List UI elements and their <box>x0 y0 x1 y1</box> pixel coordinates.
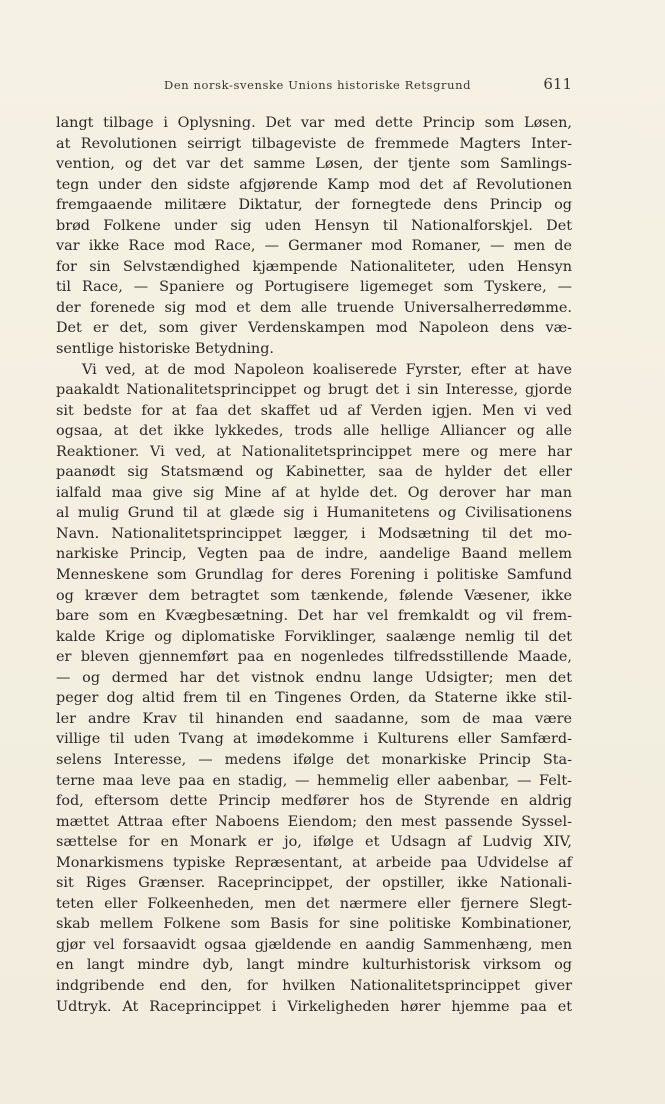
body-text <box>56 113 572 1017</box>
text-line: Menneskene som Grundlag for deres Forening i politiske Samfund <box>56 567 572 584</box>
text-line: — og dermed har det vistnok endnu lange Udsigter; men det <box>56 669 572 686</box>
running-title: Den norsk-svenske Unions historiske Retsgrund <box>164 78 472 92</box>
text-line: Det er det, som giver Verdenskampen mod Napoleon dens væ- <box>56 320 572 337</box>
text-line: langt tilbage i Oplysning. Det var med dette Princip som Løsen, <box>56 115 572 131</box>
text-line: bare som en Kvægbesætning. Det har vel fremkaldt og vil frem- <box>56 608 572 625</box>
text-line: var ikke Race mod Race, — Germaner mod Romaner, — men de <box>56 238 572 255</box>
text-line: ogsaa, at det ikke lykkedes, trods alle hellige Alliancer og alle <box>56 423 572 440</box>
text-line: og kræver dem betragtet som tænkende, følende Væsener, ikke <box>56 587 572 604</box>
text-line: teten eller Folkeenheden, men det nærmere eller fjernere Slegt- <box>56 895 572 912</box>
text-line: tegn under den sidste afgjørende Kamp mod det af Revolutionen <box>56 176 572 193</box>
text-line: til Race, — Spaniere og Portugisere ligemeget som Tyskere, — <box>56 279 572 296</box>
text-line: er bleven gjennemført paa en nogenledes tilfredsstillende Maade, <box>56 649 572 666</box>
text-line: kalde Krige og diplomatiske Forviklinger, saalænge nemlig til det <box>56 628 572 645</box>
text-line: mættet Attraa efter Naboens Eiendom; den mest passende Syssel- <box>56 813 572 830</box>
text-line: Vi ved, at de mod Napoleon koaliserede Fyrster, efter at have <box>82 361 572 378</box>
text-line: Monarkismens typiske Repræsentant, at arbeide paa Udvidelse af <box>56 854 572 871</box>
text-line: brød Folkene under sig uden Hensyn til Nationalforskjel. Det <box>56 217 572 234</box>
text-line: Udtryk. At Raceprincippet i Virkeligheden hører hjemme paa et <box>56 998 572 1015</box>
text-line: ialfald maa give sig Mine af at hylde det. Og derover har man <box>56 484 572 501</box>
text-line: paakaldt Nationalitetsprincippet og brugt det i sin Interesse, gjorde <box>56 382 572 399</box>
text-line: vention, og det var det samme Løsen, der tjente som Samlings- <box>56 156 572 173</box>
text-line: ler andre Krav til hinanden end saadanne, som de maa være <box>56 710 572 727</box>
text-line: fod, eftersom dette Princip medfører hos de Styrende en aldrig <box>56 793 572 810</box>
text-line: villige til uden Tvang at imødekomme i Kulturens eller Samfærd- <box>56 731 572 748</box>
text-line: en langt mindre dyb, langt mindre kulturhistorisk virksom og <box>56 957 572 974</box>
text-line: for sin Selvstændighed kjæmpende Nationaliteter, uden Hensyn <box>56 258 572 275</box>
text-line: sentlige historiske Betydning. <box>56 341 274 358</box>
text-line: fremgaaende militære Diktatur, der fornegtede dens Princip og <box>56 197 572 214</box>
text-line: narkiske Princip, Vegten paa de indre, aandelige Baand mellem <box>56 546 572 563</box>
text-line: Navn. Nationalitetsprincippet lægger, i Modsætning til det mo- <box>56 525 572 542</box>
running-header <box>56 75 572 98</box>
text-line: al mulig Grund til at glæde sig i Humanitetens og Civilisationens <box>56 505 572 522</box>
text-line: paanødt sig Statsmænd og Kabinetter, saa de hylder det eller <box>56 464 572 481</box>
text-line: at Revolutionen seirrigt tilbageviste de fremmede Magters Inter- <box>56 135 572 152</box>
text-line: skab mellem Folkene som Basis for sine politiske Kombinationer, <box>56 916 572 933</box>
text-line: sit bedste for at faa det skaffet ud af Verden igjen. Men vi ved <box>56 402 572 419</box>
text-line: peger dog altid frem til en Tingenes Orden, da Staterne ikke stil- <box>56 690 572 707</box>
page-number: 611 <box>543 75 572 93</box>
text-line: der forenede sig mod et dem alle truende Universalherredømme. <box>56 299 572 316</box>
text-line: sit Riges Grænser. Raceprincippet, der opstiller, ikke Nationali- <box>56 875 572 892</box>
text-line: Reaktioner. Vi ved, at Nationalitetsprincippet mere og mere har <box>56 443 572 460</box>
text-line: gjør vel forsaavidt ogsaa gjældende en aandig Sammenhæng, men <box>56 936 572 953</box>
text-line: indgribende end den, for hvilken Nationalitetsprincippet giver <box>56 977 572 994</box>
text-line: selens Interesse, — medens ifølge det monarkiske Princip Sta- <box>56 751 572 768</box>
text-line: terne maa leve paa en stadig, — hemmelig eller aabenbar, — Felt- <box>56 772 572 789</box>
text-line: sættelse for en Monark er jo, ifølge et Udsagn af Ludvig XIV, <box>56 834 572 851</box>
